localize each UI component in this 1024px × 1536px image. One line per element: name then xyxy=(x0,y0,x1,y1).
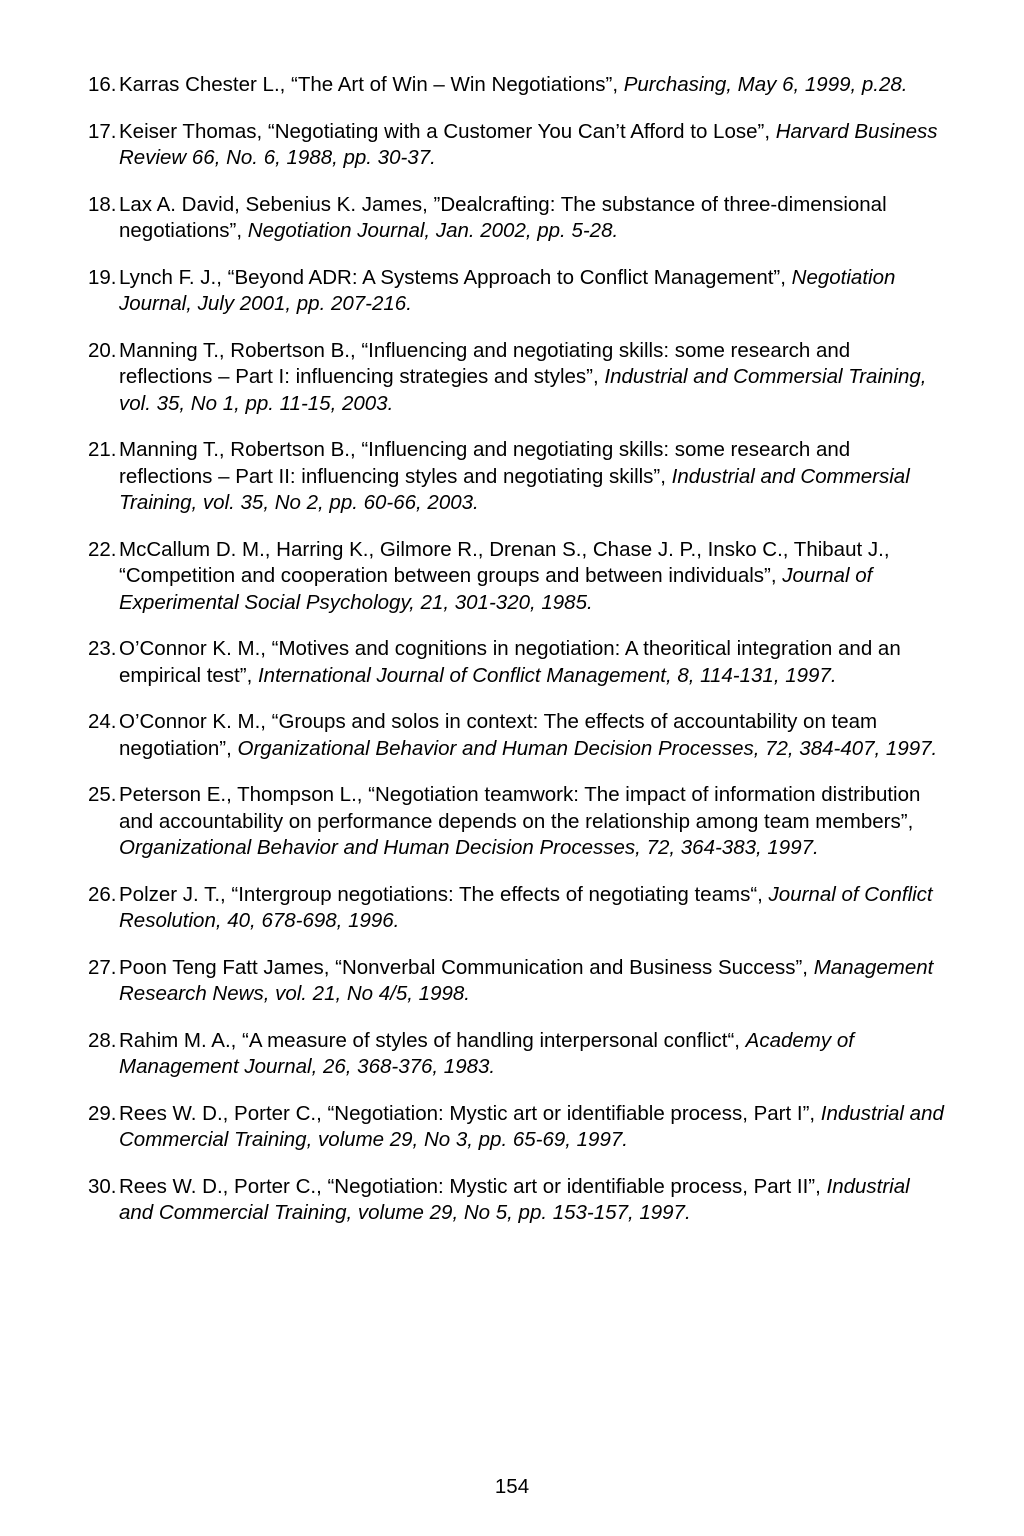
reference-text xyxy=(119,955,948,1008)
reference-number: 20. xyxy=(88,338,117,362)
reference-item xyxy=(88,265,948,318)
reference-number: 21. xyxy=(88,438,117,461)
reference-source: Journal of Conflict Resolution, 40, 678-698, 1996. xyxy=(119,882,933,932)
reference-text xyxy=(119,1174,948,1227)
reference-text xyxy=(119,265,948,318)
reference-item xyxy=(88,1101,948,1154)
reference-item xyxy=(88,437,948,517)
reference-text xyxy=(119,119,948,172)
reference-text xyxy=(119,72,948,99)
reference-source: Purchasing, May 6, 1999, p.28. xyxy=(623,73,908,96)
reference-citation: O’Connor K. M., “Motives and cognitions in negotiation: A theoritical integration and an empirical test”, xyxy=(119,637,901,687)
reference-citation: Manning T., Robertson B., “Influencing and negotiating skills: some research and reflections – Part II: influencing styles and negotiating skills”, xyxy=(119,438,851,488)
reference-item xyxy=(88,1028,948,1081)
reference-number: 16. xyxy=(88,73,117,96)
reference-source: Organizational Behavior and Human Decision Processes, 72, 384-407, 1997. xyxy=(237,736,938,760)
reference-source: Industrial and Commercial Training, volume 29, No 5, pp. 153-157, 1997. xyxy=(119,1174,910,1224)
reference-source: Negotiation Journal, July 2001, pp. 207-216. xyxy=(119,265,896,315)
reference-text xyxy=(119,709,948,762)
reference-text xyxy=(119,782,948,862)
reference-number: 19. xyxy=(88,265,117,289)
reference-source: Management Research News, vol. 21, No 4/5, 1998. xyxy=(119,955,934,1005)
reference-text xyxy=(119,1028,948,1081)
page-number: 154 xyxy=(494,1475,530,1498)
reference-item xyxy=(88,1174,948,1227)
reference-item xyxy=(88,709,948,762)
reference-item xyxy=(88,782,948,862)
reference-item xyxy=(88,537,948,617)
reference-source: Industrial and Commersial Training, vol. 35, No 1, pp. 11-15, 2003. xyxy=(119,365,927,415)
reference-list xyxy=(88,72,948,1247)
reference-source: Harvard Business Review 66, No. 6, 1988, pp. 30-37. xyxy=(119,119,938,169)
reference-item xyxy=(88,338,948,418)
reference-citation: Lynch F. J., “Beyond ADR: A Systems Approach to Conflict Management”, xyxy=(119,265,792,289)
reference-text xyxy=(119,192,948,245)
reference-number: 27. xyxy=(88,955,117,979)
reference-citation: O’Connor K. M., “Groups and solos in context: The effects of accountability on team negotiation”, xyxy=(119,710,878,760)
reference-text xyxy=(119,636,948,689)
reference-source: Industrial and Commercial Training, volume 29, No 3, pp. 65-69, 1997. xyxy=(119,1101,944,1151)
reference-citation: McCallum D. M., Harring K., Gilmore R., Drenan S., Chase J. P., Insko C., Thibaut J., “Competition and cooperation between groups and between individuals”, xyxy=(119,537,890,587)
reference-source: Journal of Experimental Social Psychology, 21, 301-320, 1985. xyxy=(119,564,873,614)
reference-number: 28. xyxy=(88,1028,117,1052)
reference-number: 30. xyxy=(88,1174,117,1198)
reference-number: 25. xyxy=(88,783,117,806)
reference-citation: Polzer J. T., “Intergroup negotiations: The effects of negotiating teams“, xyxy=(119,882,769,906)
reference-source: Negotiation Journal, Jan. 2002, pp. 5-28. xyxy=(247,219,619,242)
reference-number: 23. xyxy=(88,637,117,660)
reference-text xyxy=(119,338,948,418)
reference-source: International Journal of Conflict Management, 8, 114-131, 1997. xyxy=(257,663,837,687)
reference-item xyxy=(88,72,948,99)
reference-source: Industrial and Commersial Training, vol. 35, No 2, pp. 60-66, 2003. xyxy=(119,464,910,514)
reference-text xyxy=(119,537,948,617)
reference-citation: Keiser Thomas, “Negotiating with a Customer You Can’t Afford to Lose”, xyxy=(119,119,776,143)
reference-number: 29. xyxy=(88,1101,117,1125)
reference-item xyxy=(88,192,948,245)
reference-item xyxy=(88,119,948,172)
reference-text xyxy=(119,882,948,935)
reference-citation: Karras Chester L., “The Art of Win – Win Negotiations”, xyxy=(119,73,624,96)
reference-citation: Peterson E., Thompson L., “Negotiation teamwork: The impact of information distribution and accountability on performance depends on the relationship among team members”, xyxy=(119,783,921,833)
reference-number: 17. xyxy=(88,119,117,143)
reference-citation: Poon Teng Fatt James, “Nonverbal Communication and Business Success”, xyxy=(119,955,814,979)
reference-item xyxy=(88,955,948,1008)
reference-number: 18. xyxy=(88,192,117,216)
reference-item xyxy=(88,882,948,935)
reference-number: 26. xyxy=(88,882,117,906)
reference-text xyxy=(119,1101,948,1154)
reference-source: Organizational Behavior and Human Decision Processes, 72, 364-383, 1997. xyxy=(119,836,819,859)
reference-number: 22. xyxy=(88,537,117,561)
reference-number: 24. xyxy=(88,710,117,733)
reference-citation: Lax A. David, Sebenius K. James, ”Dealcrafting: The substance of three-dimensional negotiations”, xyxy=(119,192,887,242)
reference-citation: Manning T., Robertson B., “Influencing and negotiating skills: some research and reflections – Part I: influencing strategies and styles”, xyxy=(119,338,851,388)
reference-citation: Rees W. D., Porter C., “Negotiation: Mystic art or identifiable process, Part I”, xyxy=(119,1101,821,1125)
reference-text xyxy=(119,437,948,517)
reference-source: Academy of Management Journal, 26, 368-376, 1983. xyxy=(119,1028,854,1078)
reference-item xyxy=(88,636,948,689)
reference-citation: Rees W. D., Porter C., “Negotiation: Mystic art or identifiable process, Part II”, xyxy=(119,1174,827,1198)
reference-citation: Rahim M. A., “A measure of styles of handling interpersonal conflict“, xyxy=(119,1028,746,1052)
